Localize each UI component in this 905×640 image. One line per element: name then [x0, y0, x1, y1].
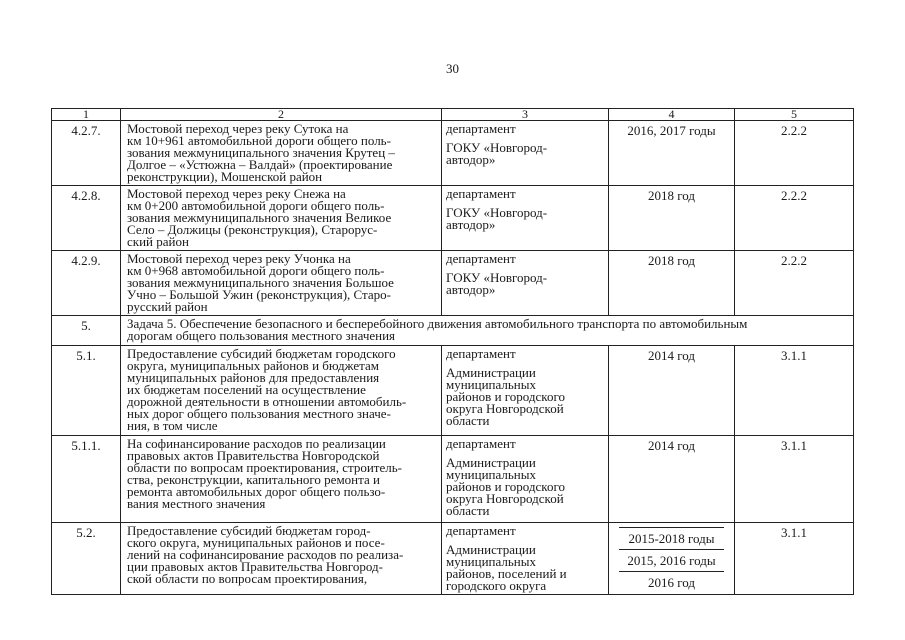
row-indicator: 2.2.2 [735, 251, 854, 316]
desc-line: ных дорог общего пользования местного значе- [127, 406, 391, 421]
executor-line: Администрации [446, 365, 536, 380]
executor-line: Администрации [446, 455, 536, 470]
row-executor [442, 186, 609, 251]
executor-line: департамент [446, 186, 516, 201]
desc-line: области по вопросам проектирования, строитель- [127, 460, 402, 475]
table-row [52, 346, 854, 436]
table-header-row [52, 109, 854, 121]
executor-line: автодор» [446, 152, 496, 167]
executor-line: муниципальных [446, 377, 537, 392]
executor-line: департамент [446, 523, 516, 538]
desc-line: ский район [127, 234, 189, 249]
period-subcell: 2015-2018 годы [619, 527, 724, 550]
desc-line: км 0+968 автомобильной дороги общего поль- [127, 263, 385, 278]
executor-line: автодор» [446, 217, 496, 232]
row-indicator: 3.1.1 [735, 436, 854, 523]
desc-line: зования межмуниципального значения Крутец – [127, 145, 395, 160]
row-period: 2016, 2017 годы [609, 121, 735, 186]
row-indicator: 2.2.2 [735, 186, 854, 251]
executor-line: районов, поселений и [446, 566, 567, 581]
desc-line: муниципальных районов для предоставления [127, 370, 380, 385]
desc-line: правовых актов Правительства Новгородской [127, 448, 380, 463]
table-row [52, 523, 854, 595]
executor-line: ГОКУ «Новгород- [446, 205, 548, 220]
desc-line: их бюджетам поселений на осуществление [127, 382, 366, 397]
executor-line: автодор» [446, 282, 496, 297]
desc-line: ской области по вопросам проектирования, [127, 571, 368, 586]
header-col-5: 5 [735, 109, 854, 121]
row-period: 2018 год [609, 251, 735, 316]
executor-line: департамент [446, 121, 516, 136]
header-col-1: 1 [52, 109, 121, 121]
desc-line: км 0+200 автомобильной дороги общего поль- [127, 198, 385, 213]
desc-line: ния, в том числе [127, 418, 218, 433]
row-indicator: 3.1.1 [735, 346, 854, 436]
row-period: 2014 год [609, 436, 735, 523]
desc-line: На софинансирование расходов по реализации [127, 436, 386, 451]
row-period-split [609, 523, 735, 595]
row-indicator: 3.1.1 [735, 523, 854, 595]
table-row [52, 186, 854, 251]
row-number: 4.2.7. [52, 121, 121, 186]
executor-line: области [446, 413, 490, 428]
row-period: 2014 год [609, 346, 735, 436]
table-row [52, 121, 854, 186]
executor-line: области [446, 503, 490, 518]
row-executor [442, 523, 609, 595]
row-number: 5.1. [52, 346, 121, 436]
desc-line: ремонта автомобильных дорог общего пользо- [127, 484, 386, 499]
desc-line: км 10+961 автомобильной дороги общего поль- [127, 133, 391, 148]
executor-line: округа Новгородской [446, 401, 564, 416]
row-number: 4.2.8. [52, 186, 121, 251]
task-title [121, 316, 854, 346]
table-row [52, 251, 854, 316]
row-executor [442, 346, 609, 436]
desc-line: зования межмуниципального значения Великое [127, 210, 392, 225]
executor-line: ГОКУ «Новгород- [446, 140, 548, 155]
executor-line: округа Новгородской [446, 491, 564, 506]
desc-line: реконструкции), Мошенской район [127, 169, 323, 184]
executor-line: департамент [446, 346, 516, 361]
desc-line: Долгое – «Устюжна – Валдай» (проектирование [127, 157, 393, 172]
task-title-line: дорогам общего пользования местного значения [127, 328, 396, 343]
row-indicator: 2.2.2 [735, 121, 854, 186]
row-description [121, 523, 442, 595]
desc-line: Мостовой переход через реку Сутока на [127, 121, 349, 136]
desc-line: Предоставление субсидий бюджетам городского [127, 346, 396, 361]
executor-line: муниципальных [446, 554, 537, 569]
header-col-2: 2 [121, 109, 442, 121]
desc-line: Мостовой переход через реку Снежа на [127, 186, 346, 201]
row-description [121, 436, 442, 523]
header-col-4: 4 [609, 109, 735, 121]
period-subcell: 2016 год [648, 575, 695, 590]
executor-line: департамент [446, 436, 516, 451]
page-number: 30 [446, 61, 459, 76]
executor-line: городского округа [446, 578, 547, 593]
task-row [52, 316, 854, 346]
row-executor [442, 121, 609, 186]
task-number: 5. [52, 316, 121, 346]
desc-line: вания местного значения [127, 496, 266, 511]
row-period: 2018 год [609, 186, 735, 251]
row-executor [442, 251, 609, 316]
desc-line: русский район [127, 299, 208, 314]
row-number: 4.2.9. [52, 251, 121, 316]
period-subcell: 2015, 2016 годы [619, 550, 724, 572]
row-executor [442, 436, 609, 523]
row-description [121, 121, 442, 186]
desc-line: Село – Должицы (реконструкция), Старорус- [127, 222, 378, 237]
executor-line: Администрации [446, 542, 536, 557]
header-col-3: 3 [442, 109, 609, 121]
desc-line: Мостовой переход через реку Учонка на [127, 251, 351, 266]
desc-line: Предоставление субсидий бюджетам город- [127, 523, 371, 538]
executor-line: департамент [446, 251, 516, 266]
row-description [121, 346, 442, 436]
task-title-line: Задача 5. Обеспечение безопасного и бесперебойного движения автомобильного транспорта по автомобильным [127, 316, 748, 331]
executor-line: районов и городского [446, 479, 565, 494]
row-description [121, 186, 442, 251]
desc-line: ства, реконструкции, капитального ремонта и [127, 472, 380, 487]
table-row [52, 436, 854, 523]
desc-line: лений на софинансирование расходов по реализа- [127, 547, 404, 562]
executor-line: муниципальных [446, 467, 537, 482]
desc-line: Учно – Большой Ужин (реконструкция), Старо- [127, 287, 391, 302]
row-number: 5.1.1. [52, 436, 121, 523]
executor-line: ГОКУ «Новгород- [446, 270, 548, 285]
row-description [121, 251, 442, 316]
desc-line: дорожной деятельности в отношении автомобиль- [127, 394, 407, 409]
executor-line: районов и городского [446, 389, 565, 404]
desc-line: округа, муниципальных районов и бюджетам [127, 358, 379, 373]
program-table [51, 108, 854, 595]
row-number: 5.2. [52, 523, 121, 595]
desc-line: зования межмуниципального значения Большое [127, 275, 394, 290]
desc-line: ции правовых актов Правительства Новгород- [127, 559, 383, 574]
desc-line: ского округа, муниципальных районов и посе- [127, 535, 385, 550]
